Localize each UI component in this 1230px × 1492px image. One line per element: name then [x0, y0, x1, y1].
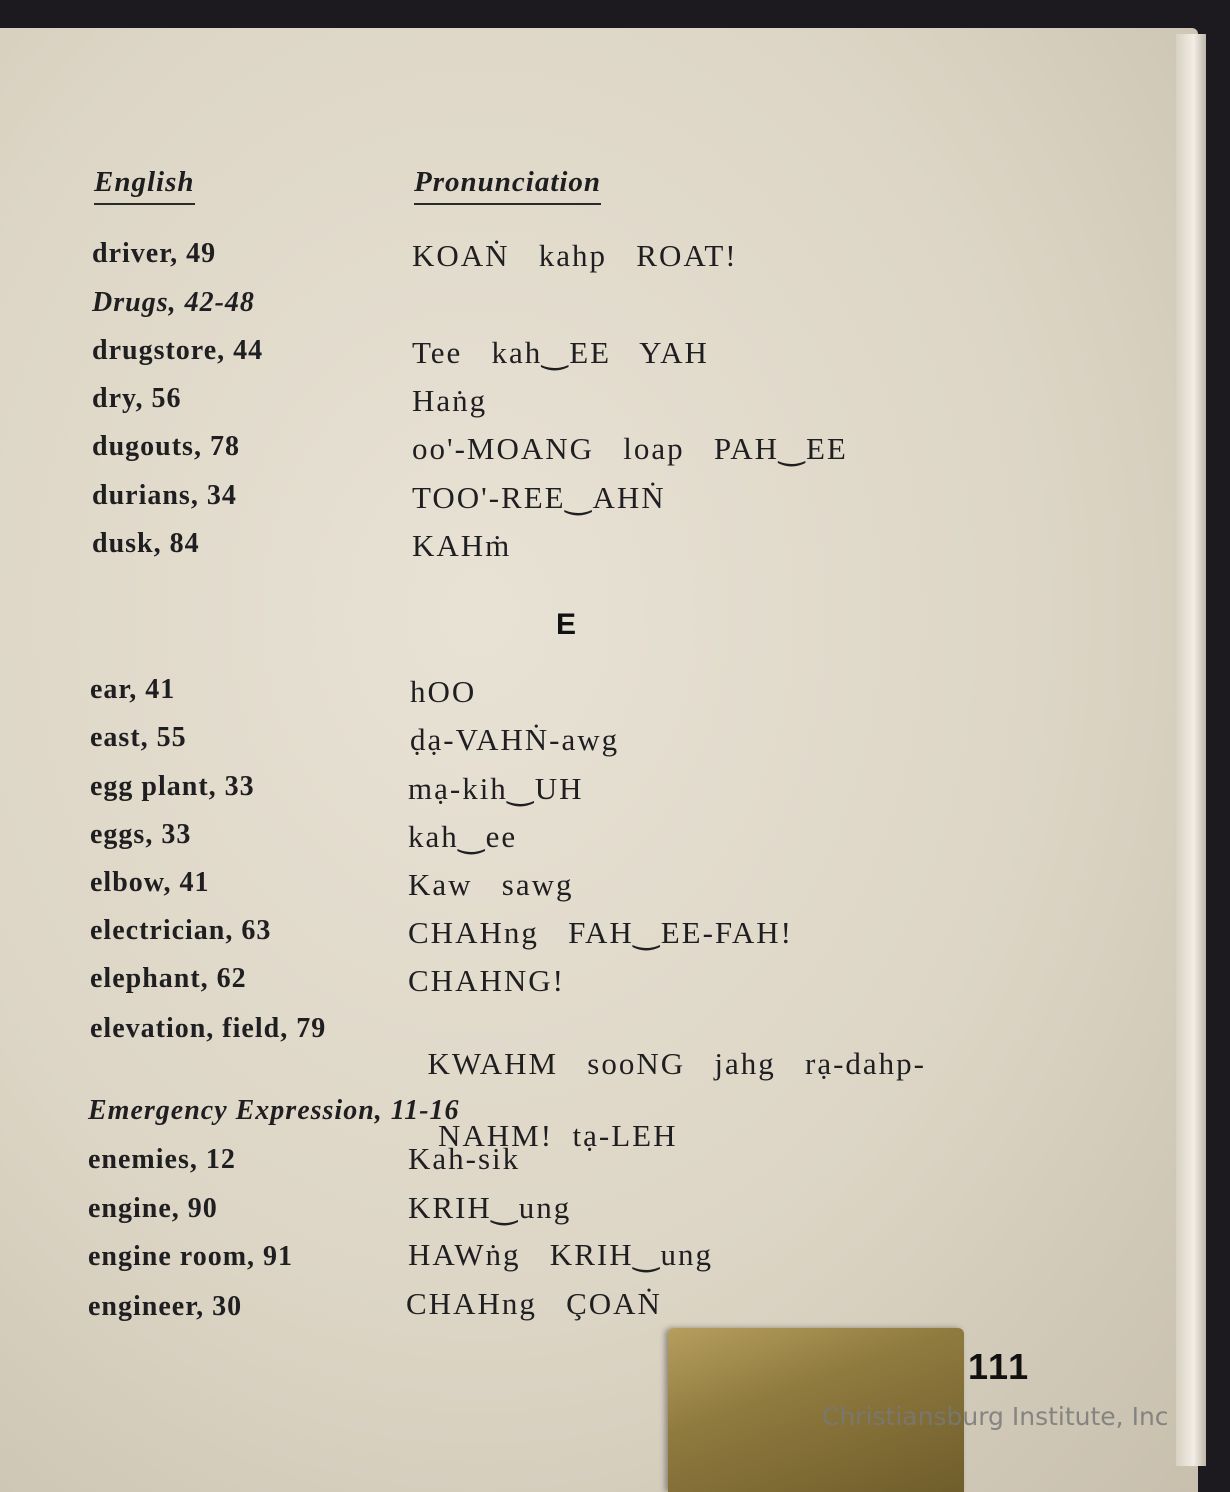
entry-english: electrician, 63	[90, 915, 272, 946]
entry-english: enemies, 12	[88, 1144, 236, 1175]
section-letter: E	[556, 608, 577, 641]
column-header-pronunciation: Pronunciation	[414, 166, 601, 205]
entry-english: Emergency Expression, 11-16	[88, 1095, 460, 1126]
page-number: 111	[968, 1346, 1031, 1387]
entry-english: elbow, 41	[90, 867, 210, 898]
entry-english: driver, 49	[92, 238, 217, 269]
entry-pronunciation: mạ-kih‿UH	[408, 771, 584, 806]
entry-english: engineer, 30	[88, 1291, 243, 1322]
entry-pronunciation: TOO'-REE‿AHṄ	[412, 480, 666, 515]
entry-pronunciation: Kaw sawg	[408, 867, 574, 902]
entry-pronunciation: ḍạ-VAHṄ-awg	[410, 722, 620, 757]
entry-pronunciation: HAWṅg KRIH‿ung	[408, 1237, 713, 1272]
entry-english: engine room, 91	[88, 1241, 294, 1272]
entry-english: dugouts, 78	[92, 431, 240, 462]
entry-pronunciation: KOAṄ kahp ROAT!	[412, 238, 738, 273]
entry-pronunciation: kah‿ee	[408, 819, 518, 854]
entry-pronunciation: KAHṁ	[412, 528, 512, 563]
page-edge	[1176, 34, 1206, 1466]
entry-english: east, 55	[90, 722, 187, 753]
entry-pronunciation: CHAHng FAH‿EE-FAH!	[408, 915, 793, 950]
entry-pronunciation: Kah-sik	[408, 1141, 521, 1176]
entry-pronunciation: oo'-MOANG loap PAH‿EE	[412, 431, 848, 466]
entry-english: dry, 56	[92, 383, 182, 414]
entry-english: dusk, 84	[92, 528, 200, 559]
entry-english: eggs, 33	[90, 819, 192, 850]
entry-pronunciation: CHAHNG!	[408, 963, 565, 998]
entry-english: egg plant, 33	[90, 771, 255, 802]
watermark: Christiansburg Institute, Inc	[822, 1402, 1169, 1431]
entry-english: drugstore, 44	[92, 335, 264, 366]
entry-english: elephant, 62	[90, 963, 247, 994]
entry-pronunciation: CHAHng ÇOAṄ	[406, 1286, 662, 1321]
entry-english: Drugs, 42-48	[92, 287, 255, 318]
entry-pronunciation: KRIH‿ung	[408, 1190, 572, 1225]
entry-pronunciation-continuation: NAHM! tạ-LEH	[438, 1118, 678, 1153]
entry-english: engine, 90	[88, 1193, 218, 1224]
column-header-english: English	[94, 166, 195, 205]
entry-pronunciation: Haṅg	[412, 383, 488, 418]
entry-english: elevation, field, 79	[90, 1013, 327, 1044]
entry-english: ear, 41	[90, 674, 176, 705]
entry-english: durians, 34	[92, 480, 237, 511]
entry-pronunciation-line: KWAHM sooNG jahg rạ-dahp-	[427, 1046, 926, 1081]
entry-pronunciation: hOO	[410, 674, 477, 709]
entry-pronunciation: Tee kah‿EE YAH	[412, 335, 709, 370]
